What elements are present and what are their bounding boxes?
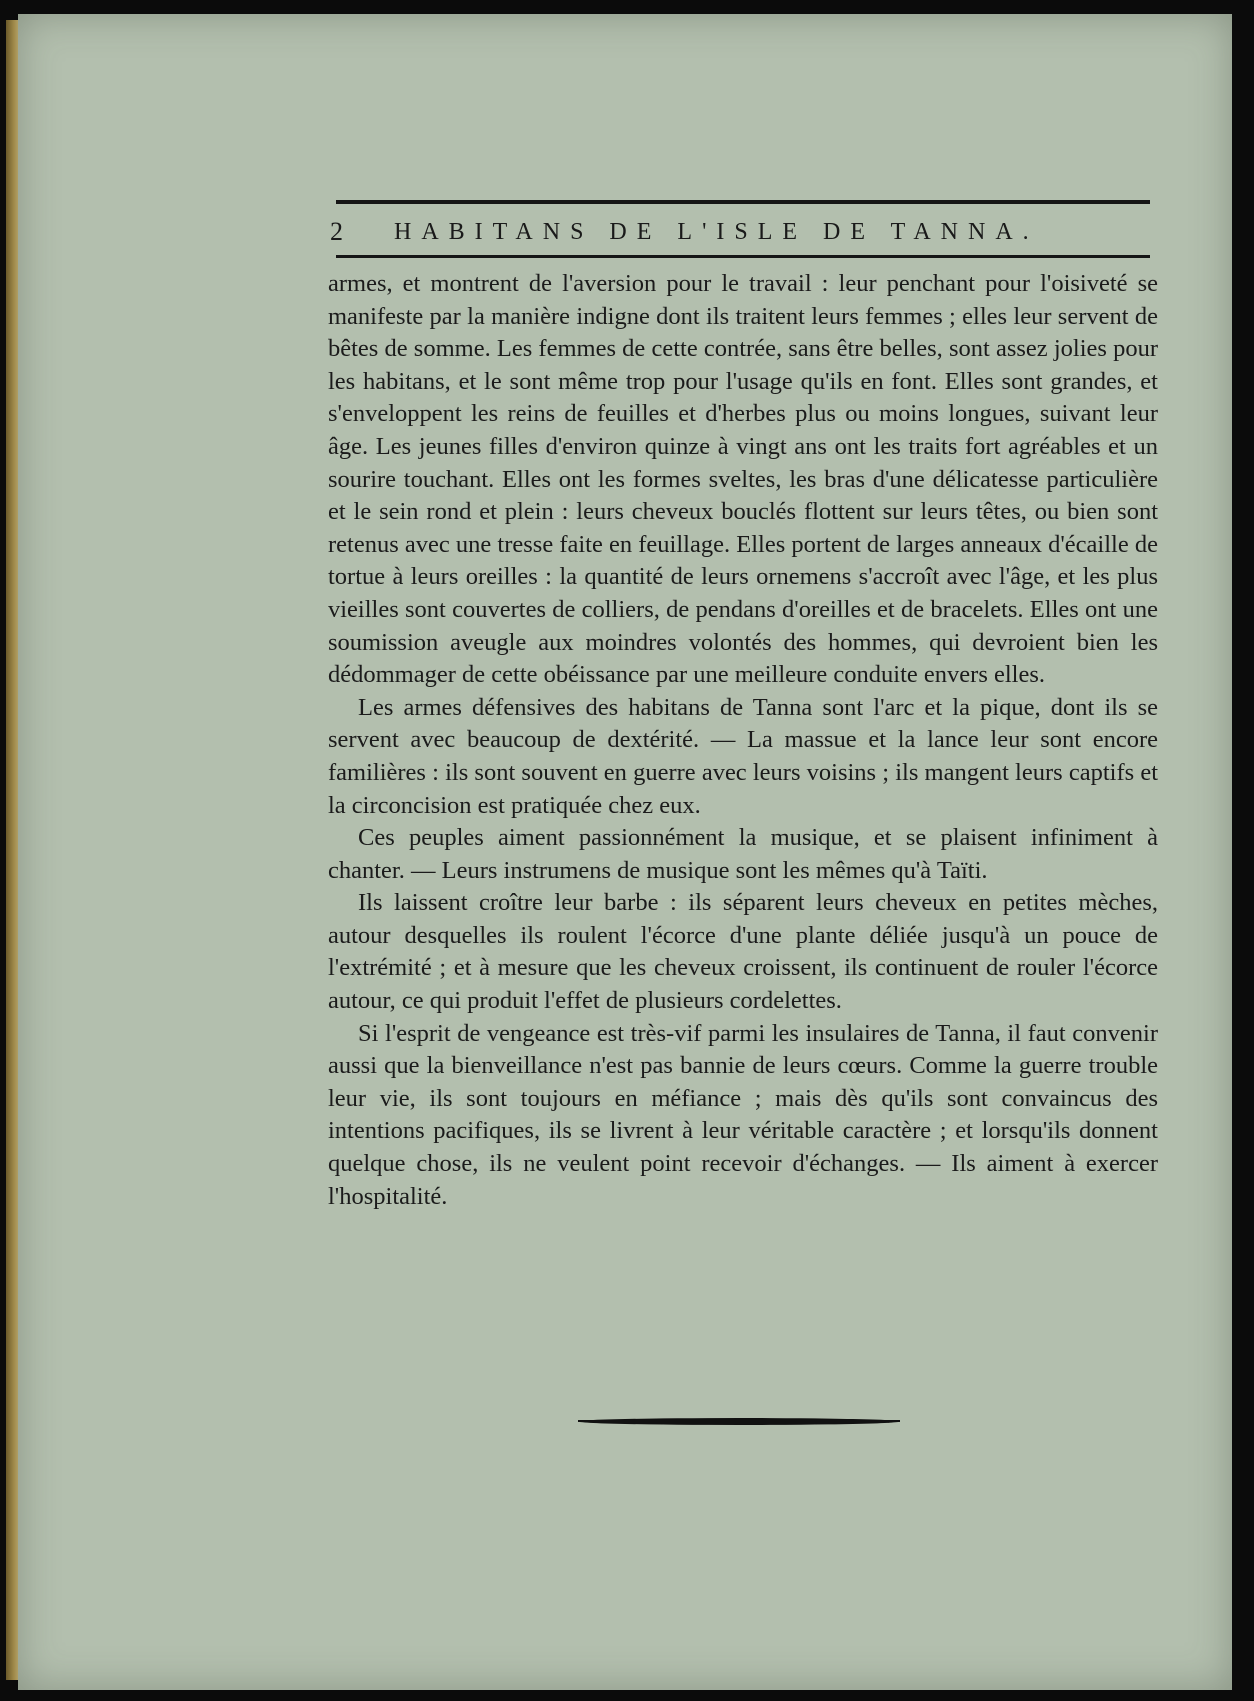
tailpiece-line [578,1420,900,1422]
paragraph: Les armes défensives des habitans de Tanna sont l'arc et la pique, dont ils se servent avec beaucoup de dextérité. — La massue et la lance leur sont encore familières : ils sont souvent en guerre avec leurs voisins ; ils mangent leurs captifs et la circoncision est pratiquée chez eux. [328,693,1158,819]
paragraph: Si l'esprit de vengeance est très-vif parmi les insulaires de Tanna, il faut convenir aussi que la bienveillance n'est pas bannie de leurs cœurs. Comme la guerre trouble leur vie, ils sont toujours en méfiance ; mais dès qu'ils sont convaincus des intentions pacifiques, ils se livrent à leur véritable caractère ; et lorsqu'ils donnent quelque chose, ils ne veulent point recevoir d'échanges. — Ils aiment à exercer l'hospitalité. [328,1019,1158,1210]
running-head [330,212,1160,252]
body-text [328,268,1158,1213]
paragraph: Ces peuples aiment passionnément la musique, et se plaisent infiniment à chanter. — Leurs instrumens de musique sont les mêmes qu'à Taïti. [328,824,1158,884]
header-rule-bottom [336,255,1150,258]
paragraph: Ils laissent croître leur barbe : ils séparent leurs cheveux en petites mèches, autour desquelles ils roulent l'écorce d'une plante déliée jusqu'à un pouce de l'extrémité ; et à mesure que les cheveux croissent, ils continuent de rouler l'écorce autour, ce qui produit l'effet de plusieurs cordelettes. [328,889,1158,1015]
page-number: 2 [330,217,343,246]
paragraph: armes, et montrent de l'aversion pour le travail : leur penchant pour l'oisiveté se manifeste par la manière indigne dont ils traitent leurs femmes ; elles leur servent de bêtes de somme. Les femmes de cette contrée, sans être belles, sont assez jolies pour les habitans, et le sont même trop pour l'usage qu'ils en font. Elles sont grandes, et s'enveloppent les reins de feuilles et d'herbes plus ou moins longues, suivant leur âge. Les jeunes filles d'environ quinze à vingt ans ont les traits fort agréables et un sourire touchant. Elles ont les formes sveltes, les bras d'une délicatesse particulière et le sein rond et plein : leurs cheveux bouclés flottent sur leurs têtes, ou bien sont retenus avec une tresse faite en feuillage. Elles portent de larges anneaux d'écaille de tortue à leurs oreilles : la quantité de leurs ornemens s'accroît avec l'âge, et les plus vieilles sont couvertes de colliers, de pendans d'oreilles et de bracelets. Elles ont une soumission aveugle aux moindres volontés des hommes, qui devroient bien les dédommager de cette obéissance par une meilleure conduite envers elles. [328,270,1158,689]
running-title: HABITANS DE L'ISLE DE TANNA. [394,219,1039,245]
header-rule-top [336,200,1150,204]
